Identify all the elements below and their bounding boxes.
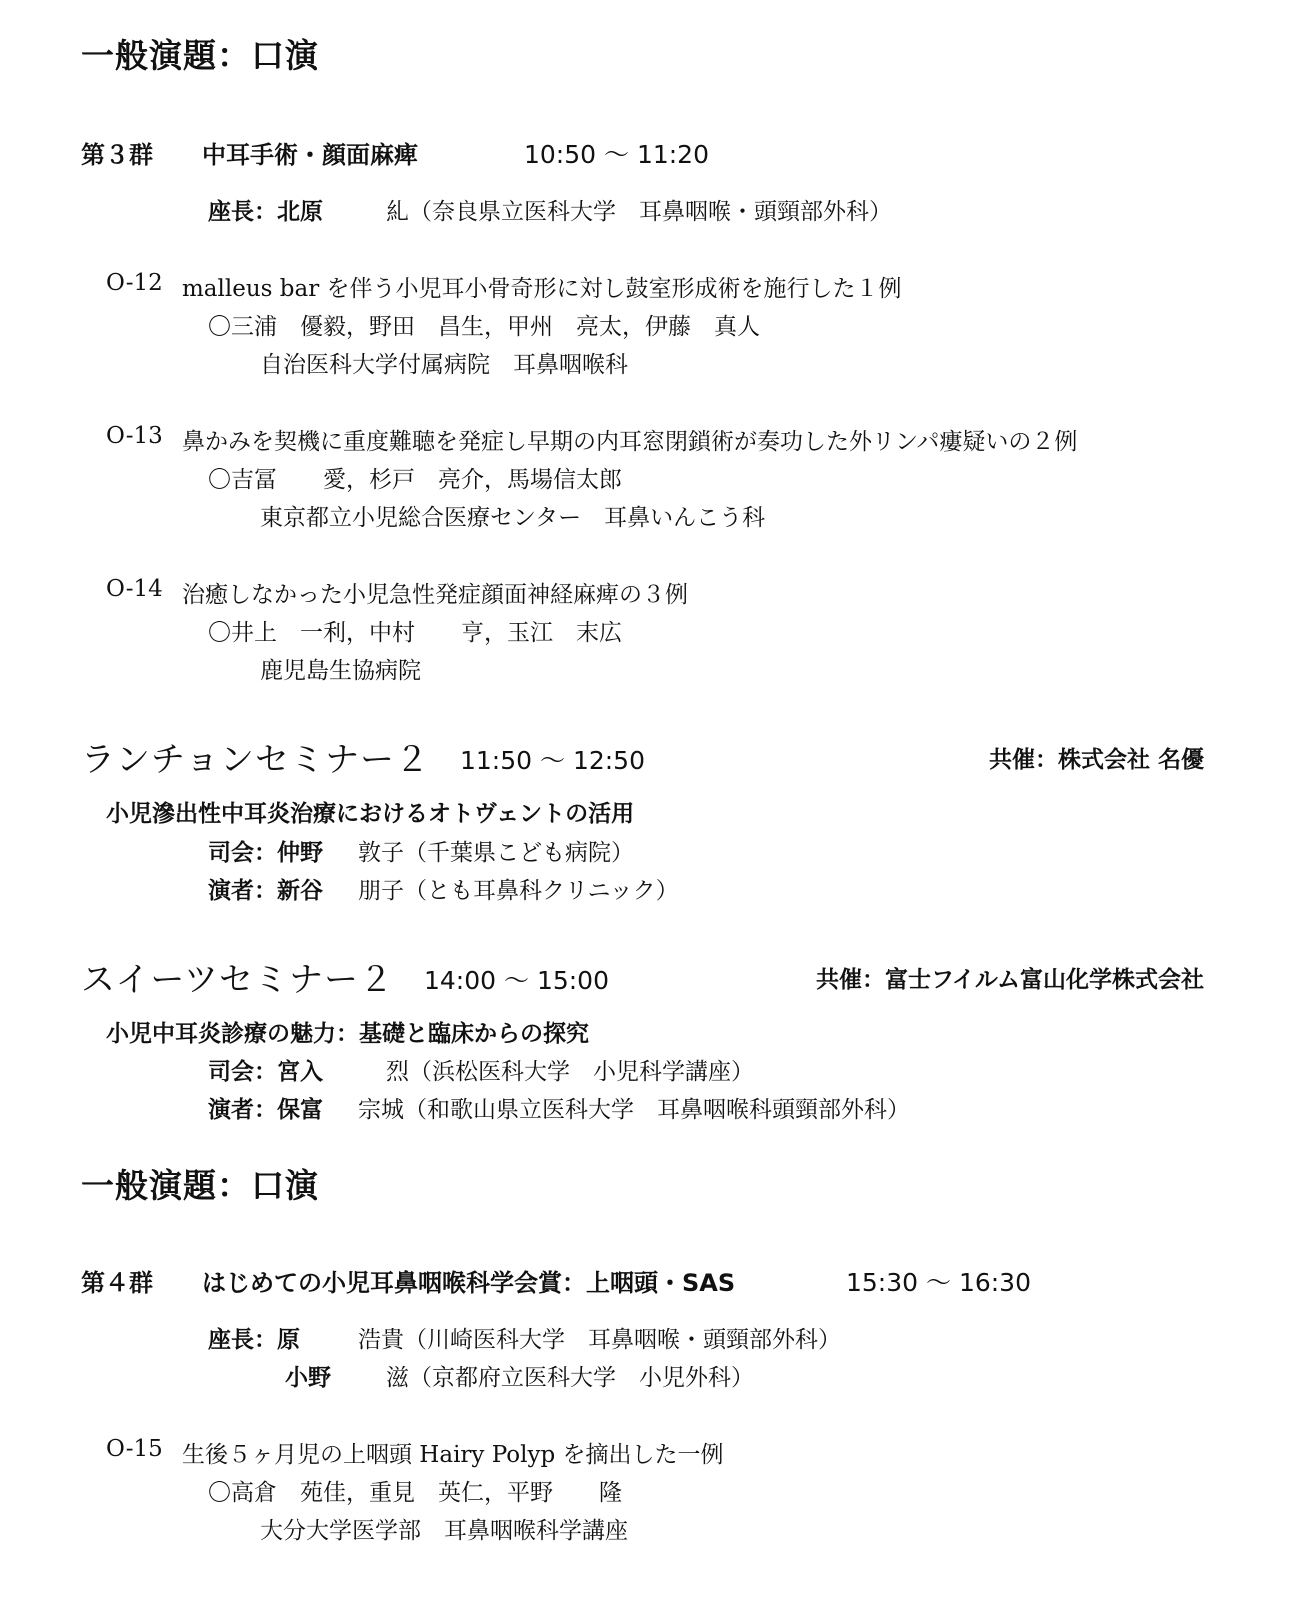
- group-number: 第４群: [81, 1269, 153, 1297]
- seminar-time: 14:00 〜 15:00: [424, 966, 609, 995]
- paper-title: malleus bar を伴う小児耳小骨奇形に対し鼓室形成術を施行した１例: [182, 276, 902, 302]
- paper-code: O-12: [106, 270, 163, 296]
- seminar-subtitle: 小児滲出性中耳炎治療におけるオトヴェントの活用: [106, 801, 635, 827]
- chair-name: 浩貴（川崎医科大学 耳鼻咽喉・頭頸部外科）: [358, 1327, 841, 1353]
- seminar-title: ランチョンセミナー２: [81, 740, 430, 780]
- seminar-sponsor: 共催：株式会社 名優: [988, 747, 1204, 773]
- seminar-title: スイーツセミナー２: [81, 960, 394, 1000]
- section-heading: 一般演題：口演: [81, 36, 319, 75]
- chair-label: 座長：原: [208, 1327, 300, 1353]
- paper-code: O-15: [106, 1436, 163, 1462]
- seminar-time: 11:50 〜 12:50: [460, 746, 645, 775]
- group-time: 10:50 〜 11:20: [524, 140, 709, 169]
- speaker-label: 演者：保富: [208, 1097, 323, 1123]
- chair-label: 小野: [285, 1365, 331, 1391]
- paper-authors: 〇吉冨 愛，杉戸 亮介，馬場信太郎: [208, 467, 622, 493]
- paper-title: 鼻かみを契機に重度難聴を発症し早期の内耳窓閉鎖術が奏功した外リンパ瘻疑いの２例: [182, 429, 1078, 455]
- paper-authors: 〇三浦 優毅，野田 昌生，甲州 亮太，伊藤 真人: [208, 314, 760, 340]
- paper-code: O-13: [106, 423, 163, 449]
- moderator-name: 烈（浜松医科大学 小児科学講座）: [386, 1059, 754, 1085]
- paper-title: 生後５ヶ月児の上咽頭 Hairy Polyp を摘出した一例: [182, 1442, 724, 1468]
- seminar-sponsor: 共催：富士フイルム富山化学株式会社: [815, 967, 1204, 993]
- speaker-name: 宗城（和歌山県立医科大学 耳鼻咽喉科頭頸部外科）: [358, 1097, 910, 1123]
- group-number: 第３群: [81, 141, 153, 169]
- section-heading: 一般演題：口演: [81, 1166, 319, 1205]
- paper-affiliation: 東京都立小児総合医療センター 耳鼻いんこう科: [260, 505, 766, 531]
- chair-name: 糺（奈良県立医科大学 耳鼻咽喉・頭頸部外科）: [386, 199, 892, 225]
- paper-affiliation: 鹿児島生協病院: [260, 658, 421, 684]
- paper-title: 治癒しなかった小児急性発症顔面神経麻痺の３例: [182, 582, 688, 608]
- seminar-subtitle: 小児中耳炎診療の魅力：基礎と臨床からの探究: [106, 1021, 589, 1047]
- moderator-name: 敦子（千葉県こども病院）: [358, 840, 634, 866]
- paper-affiliation: 自治医科大学付属病院 耳鼻咽喉科: [260, 352, 628, 378]
- group-title: 中耳手術・顔面麻痺: [202, 141, 418, 169]
- speaker-label: 演者：新谷: [208, 878, 323, 904]
- speaker-name: 朋子（とも耳鼻科クリニック）: [358, 878, 679, 904]
- paper-code: O-14: [106, 576, 163, 602]
- paper-affiliation: 大分大学医学部 耳鼻咽喉科学講座: [260, 1518, 628, 1544]
- group-time: 15:30 〜 16:30: [846, 1268, 1031, 1297]
- chair-name: 滋（京都府立医科大学 小児外科）: [386, 1365, 754, 1391]
- moderator-label: 司会：宮入: [208, 1059, 323, 1085]
- group-title: はじめての小児耳鼻咽喉科学会賞：上咽頭・SAS: [202, 1269, 736, 1297]
- chair-label: 座長：北原: [208, 199, 323, 225]
- paper-authors: 〇高倉 苑佳，重見 英仁，平野 隆: [208, 1480, 622, 1506]
- moderator-label: 司会：仲野: [208, 840, 323, 866]
- paper-authors: 〇井上 一利，中村 亨，玉江 末広: [208, 620, 622, 646]
